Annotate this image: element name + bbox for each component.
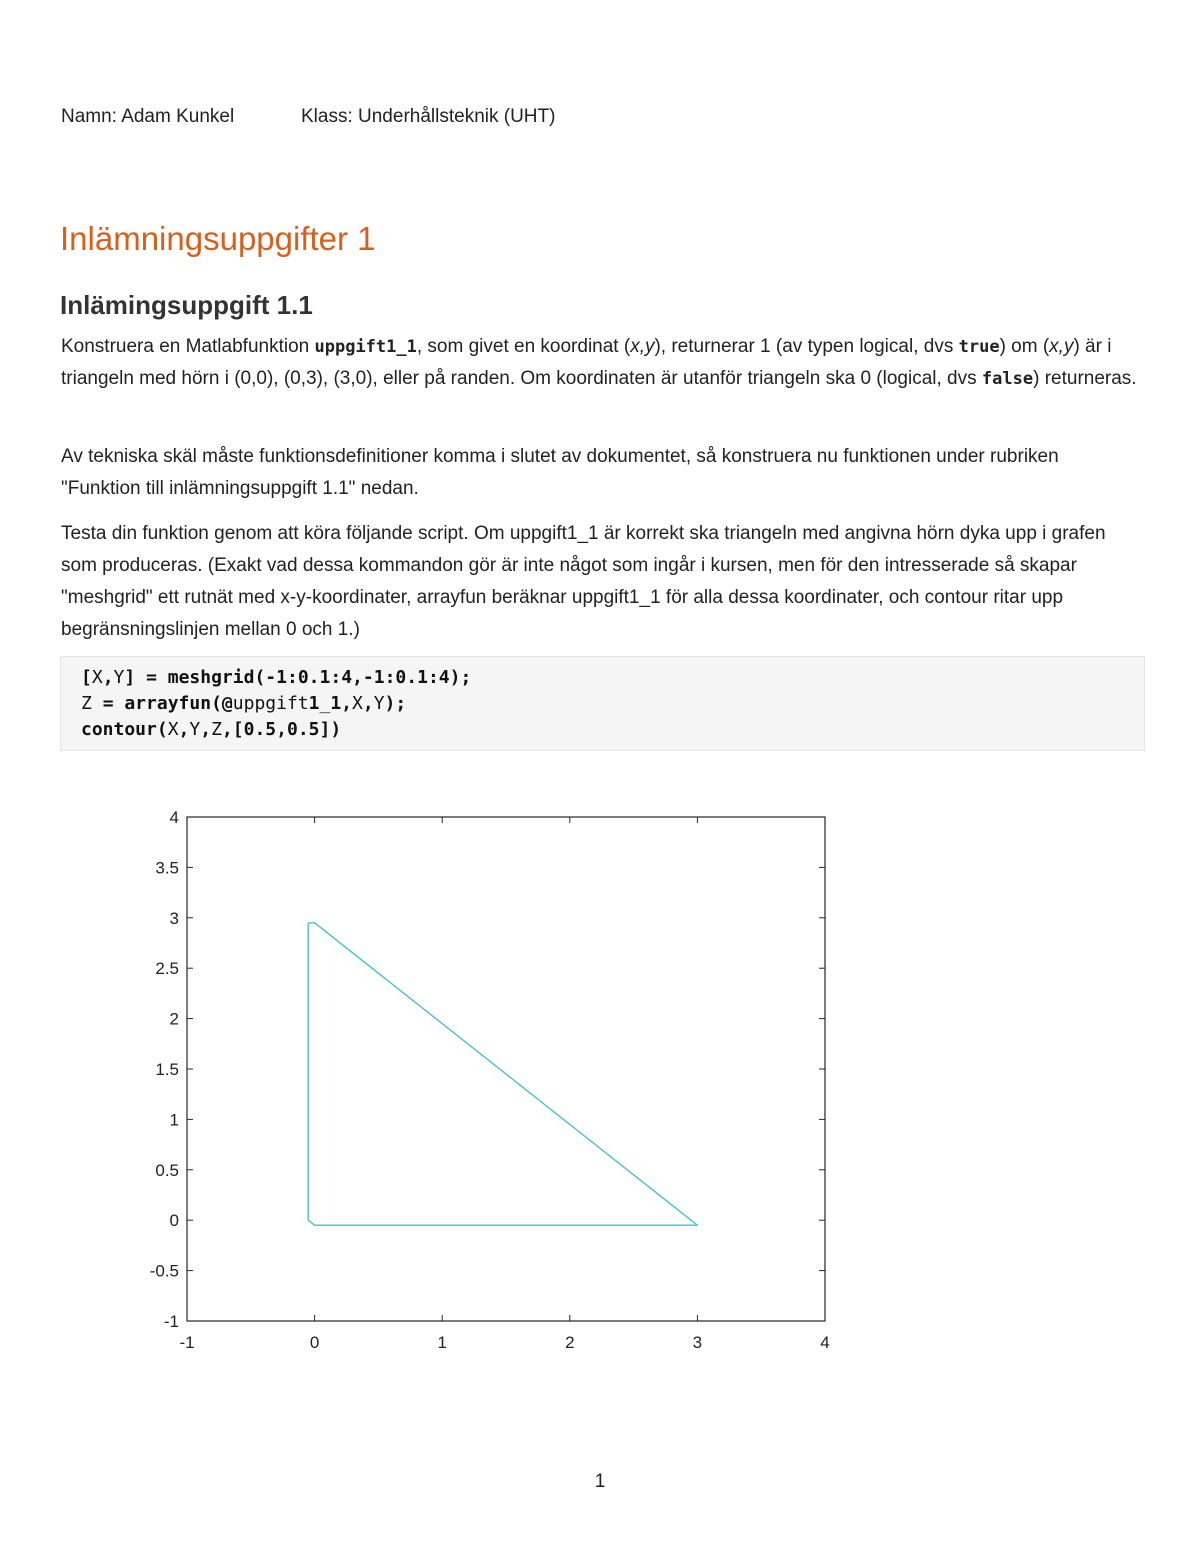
- y-tick-label: -0.5: [149, 1261, 179, 1281]
- y-tick-label: 2: [169, 1009, 179, 1029]
- x-tick-label: 1: [437, 1333, 447, 1352]
- paragraph-test-instructions: Testa din funktion genom att köra följande script. Om uppgift1_1 är korrekt ska triangeln med angivna hörn dyka upp i grafen som produceras. (Exakt vad dessa kommandon gör är inte något som ingår i kursen, men för den intresserade så skapar "meshgrid" ett rutnät med x-y-koordinater, arrayfun beräknar uppgift1_1 för alla dessa koordinater, och contour ritar upp begränsningslinjen mellan 0 och 1.): [61, 523, 1106, 640]
- document-title: Inlämningsuppgifter 1: [60, 220, 376, 257]
- p1-text-4: ) om (: [999, 336, 1050, 357]
- y-tick-label: 3.5: [155, 858, 179, 878]
- p1-text-3: ), returnerar 1 (av typen logical, dvs: [654, 336, 959, 357]
- header-line: [61, 106, 556, 128]
- p1-text-6: ) returneras.: [1033, 368, 1137, 389]
- y-tick-label: 0.5: [155, 1160, 179, 1180]
- p1-text-2: , som givet en koordinat (: [416, 336, 631, 357]
- code-line-1: [X,Y] = meshgrid(-1:0.1:4,-1:0.1:4);: [81, 667, 472, 688]
- student-class: Klass: Underhållsteknik (UHT): [301, 106, 556, 127]
- code-block[interactable]: [60, 656, 1145, 751]
- section-title: Inlämingsuppgift 1.1: [60, 290, 313, 320]
- p1-code-true: true: [958, 337, 1000, 357]
- code-line-3: contour(X,Y,Z,[0.5,0.5]): [81, 719, 342, 740]
- x-tick-label: 4: [820, 1333, 830, 1352]
- p1-code-function-name: uppgift1_1: [314, 337, 417, 357]
- y-tick-label: 3: [169, 908, 179, 928]
- p1-xy-2: x,y: [1049, 336, 1074, 357]
- contour-plot: [130, 800, 850, 1360]
- x-tick-label: 3: [692, 1333, 703, 1352]
- paragraph-task-description: [61, 331, 1141, 395]
- y-tick-label: 1.5: [155, 1060, 179, 1079]
- p1-text-1: Konstruera en Matlabfunktion: [61, 336, 315, 357]
- paragraph-technical-note: Av tekniska skäl måste funktionsdefinitioner komma i slutet av dokumentet, så konstruera nu funktionen under rubriken "Funktion till inlämningsuppgift 1.1" nedan.: [61, 446, 1059, 499]
- x-tick-label: -1: [179, 1333, 195, 1352]
- y-tick-label: 0: [169, 1211, 179, 1231]
- student-name: Namn: Adam Kunkel: [61, 106, 235, 127]
- p1-text-5: ) är i triangeln med hörn i (0,0), (0,3), (3,0), eller på randen. Om koordinaten är utanför triangeln ska 0 (logical, dvs: [61, 336, 1112, 389]
- y-tick-label: 1: [169, 1110, 179, 1130]
- y-tick-label: -1: [163, 1312, 179, 1331]
- p1-code-false: false: [981, 369, 1034, 389]
- x-tick-label: 0: [309, 1333, 320, 1352]
- contour-plot-svg: [130, 800, 850, 1360]
- y-tick-label: 2.5: [155, 959, 179, 979]
- code-line-2: Z = arrayfun(@uppgift1_1,X,Y);: [81, 693, 407, 714]
- page-number: 1: [594, 1471, 606, 1492]
- plot-axes-box: [187, 817, 825, 1321]
- x-tick-label: 2: [565, 1333, 575, 1352]
- y-tick-label: 4: [169, 808, 179, 827]
- contour-line: [308, 923, 697, 1225]
- p1-xy-1: x,y: [630, 336, 655, 357]
